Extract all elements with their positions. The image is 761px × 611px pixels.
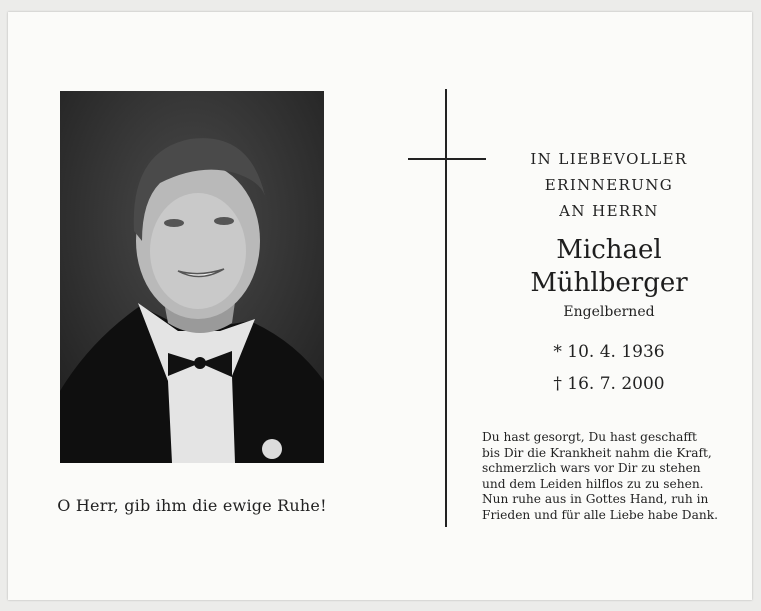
- birth-date: * 10. 4. 1936: [553, 342, 665, 362]
- cross-vertical-bar: [445, 89, 447, 527]
- prayer-text: O Herr, gib ihm die ewige Ruhe!: [57, 496, 327, 515]
- place-name: Engelberned: [563, 304, 655, 320]
- memoriam-line: ERINNERUNG: [544, 176, 674, 194]
- deceased-name: [482, 234, 736, 300]
- portrait-photo: [60, 91, 324, 463]
- last-name: Mühlberger: [530, 268, 688, 298]
- poem-line: und dem Leiden hilflos zu zu sehen.: [482, 476, 704, 491]
- cross-horizontal-bar: [408, 158, 486, 160]
- memoriam-line: IN LIEBEVOLLER: [530, 150, 688, 168]
- poem: [482, 430, 740, 524]
- poem-line: schmerzlich wars vor Dir zu stehen: [482, 461, 701, 476]
- memoriam-heading: [482, 146, 736, 224]
- first-name: Michael: [556, 235, 662, 265]
- death-date: † 16. 7. 2000: [553, 374, 665, 394]
- poem-line: Frieden und für alle Liebe habe Dank.: [482, 507, 718, 522]
- poem-line: Du hast gesorgt, Du hast geschafft: [482, 430, 697, 444]
- poem-line: Nun ruhe aus in Gottes Hand, ruh in: [482, 492, 709, 507]
- poem-line: bis Dir die Krankheit nahm die Kraft,: [482, 445, 712, 460]
- memorial-card: [8, 12, 752, 600]
- memoriam-line: AN HERRN: [559, 202, 659, 220]
